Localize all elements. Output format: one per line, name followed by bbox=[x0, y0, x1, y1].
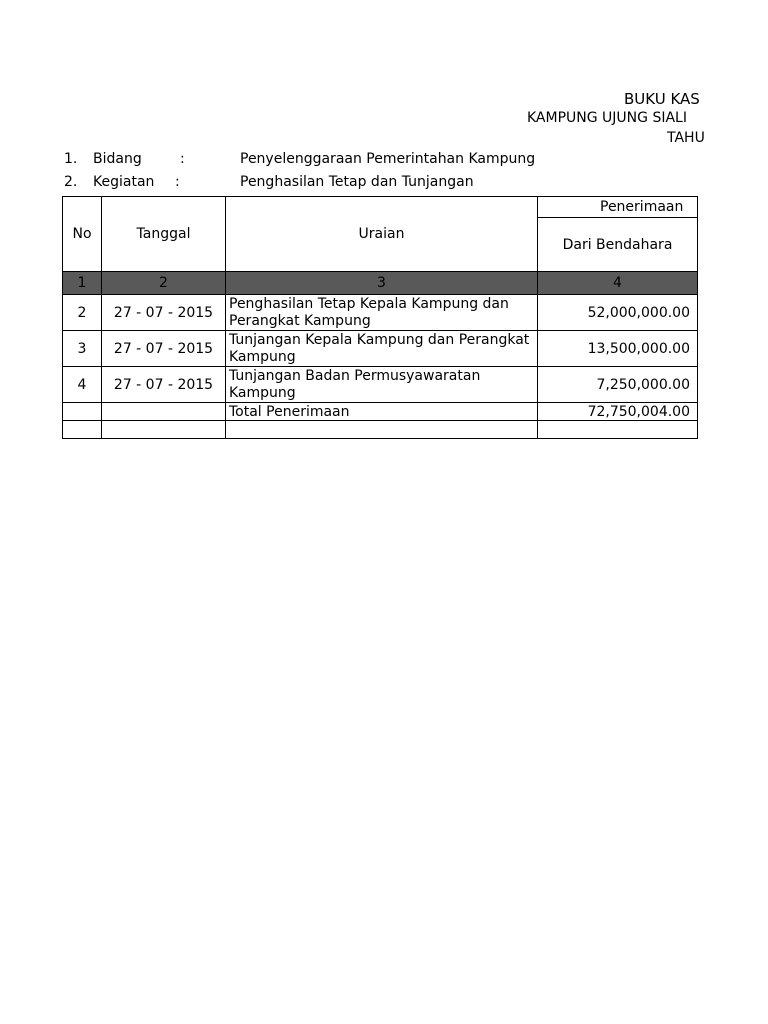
row-amount: 13,500,000.00 bbox=[538, 331, 698, 367]
table-row bbox=[63, 367, 698, 403]
info-label: Kegiatan bbox=[93, 174, 155, 190]
table-row bbox=[63, 295, 698, 331]
info-label: Bidang bbox=[93, 151, 142, 167]
info-number: 1. bbox=[64, 151, 78, 167]
empty-cell bbox=[226, 421, 538, 439]
row-amount: 52,000,000.00 bbox=[538, 295, 698, 331]
empty-cell bbox=[63, 421, 102, 439]
total-empty-cell bbox=[63, 403, 102, 421]
row-no: 2 bbox=[63, 295, 102, 331]
info-colon: : bbox=[175, 174, 180, 190]
row-uraian: Tunjangan Kepala Kampung dan Perangkat Kampung bbox=[226, 331, 538, 367]
row-uraian: Penghasilan Tetap Kepala Kampung dan Perangkat Kampung bbox=[226, 295, 538, 331]
row-tanggal: 27 - 07 - 2015 bbox=[102, 367, 226, 403]
column-number-row bbox=[63, 272, 698, 295]
info-colon: : bbox=[180, 151, 185, 167]
header-tanggal: Tanggal bbox=[102, 197, 226, 272]
total-label: Total Penerimaan bbox=[226, 403, 538, 421]
document-title: BUKU KAS bbox=[624, 90, 700, 108]
document-year-label: TAHU bbox=[667, 130, 705, 146]
table-row bbox=[63, 331, 698, 367]
total-row bbox=[63, 403, 698, 421]
header-uraian: Uraian bbox=[226, 197, 538, 272]
header-penerimaan: Penerimaan bbox=[538, 197, 698, 218]
total-amount: 72,750,004.00 bbox=[538, 403, 698, 421]
document-subtitle: KAMPUNG UJUNG SIALI bbox=[527, 110, 687, 126]
row-tanggal: 27 - 07 - 2015 bbox=[102, 295, 226, 331]
column-number: 2 bbox=[102, 272, 226, 295]
cash-book-table bbox=[62, 196, 698, 439]
row-tanggal: 27 - 07 - 2015 bbox=[102, 331, 226, 367]
column-number: 1 bbox=[63, 272, 102, 295]
info-value: Penghasilan Tetap dan Tunjangan bbox=[240, 174, 474, 190]
column-number: 3 bbox=[226, 272, 538, 295]
info-number: 2. bbox=[64, 174, 78, 190]
empty-cell bbox=[102, 421, 226, 439]
empty-row bbox=[63, 421, 698, 439]
row-no: 3 bbox=[63, 331, 102, 367]
row-uraian: Tunjangan Badan Permusyawaratan Kampung bbox=[226, 367, 538, 403]
header-no: No bbox=[63, 197, 102, 272]
row-amount: 7,250,000.00 bbox=[538, 367, 698, 403]
column-number: 4 bbox=[538, 272, 698, 295]
empty-cell bbox=[538, 421, 698, 439]
cash-book-table-area bbox=[62, 196, 708, 448]
total-empty-cell bbox=[102, 403, 226, 421]
row-no: 4 bbox=[63, 367, 102, 403]
info-value: Penyelenggaraan Pemerintahan Kampung bbox=[240, 151, 536, 167]
header-dari-bendahara: Dari Bendahara bbox=[538, 218, 698, 272]
